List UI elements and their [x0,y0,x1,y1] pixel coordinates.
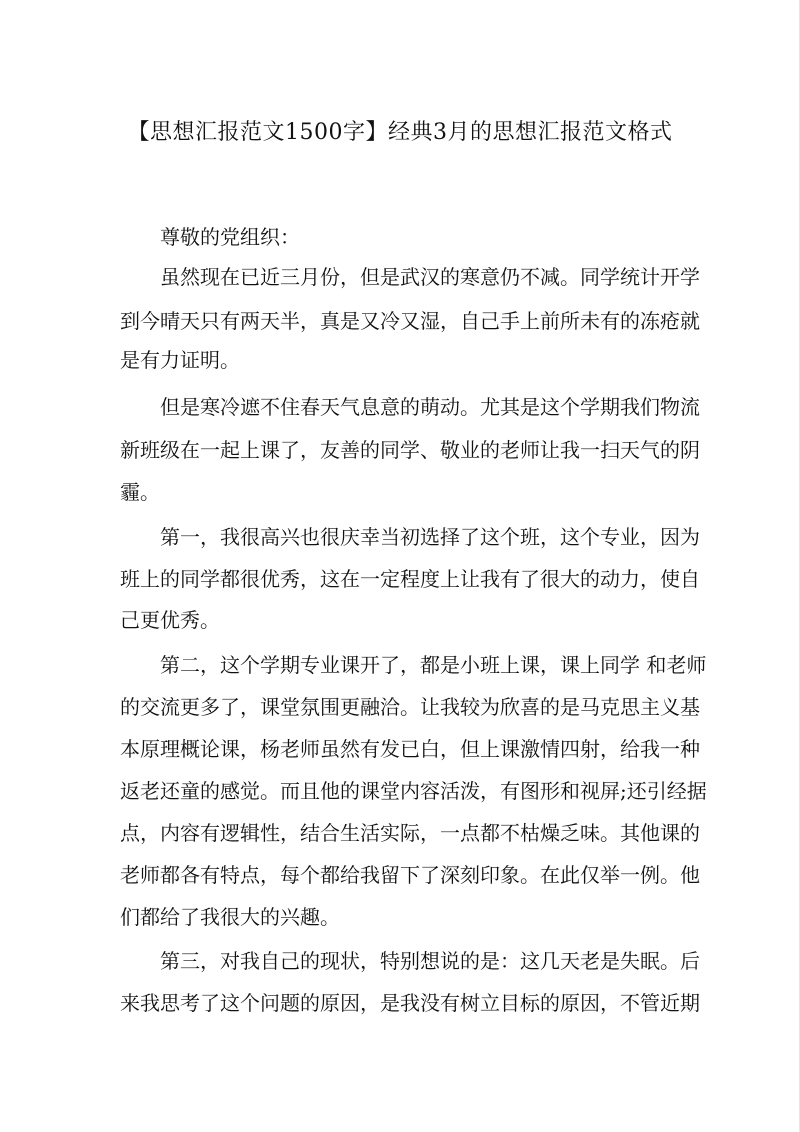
document-title: 【思想汇报范文1500字】经典3月的思想汇报范文格式 [127,120,673,145]
paragraph-4-line-3: 本原理概论课，杨老师虽然有发已白，但上课激情四射，给我一种 [120,737,700,761]
paragraph-3-line-3: 己更优秀。 [120,608,220,632]
paragraph-1-line-1: 虽然现在已近三月份，但是武汉的寒意仍不减。同学统计开学 [160,265,700,289]
paragraph-4-line-7: 们都给了我很大的兴趣。 [120,905,340,929]
salutation: 尊敬的党组织： [160,225,300,249]
paragraph-3-line-2: 班上的同学都很优秀，这在一定程度上让我有了很大的动力，使自 [120,567,700,591]
paragraph-4-line-1: 第二，这个学期专业课开了，都是小班上课，课上同学 和老师 [160,653,707,677]
paragraph-2-line-1: 但是寒冷遮不住春天气息意的萌动。尤其是这个学期我们物流 [160,395,700,419]
paragraph-5-line-1: 第三，对我自己的现状，特别想说的是：这几天老是失眠。后 [160,949,700,973]
paragraph-5-line-2: 来我思考了这个问题的原因，是我没有树立目标的原因，不管近期 [120,991,700,1015]
paragraph-4-line-4: 返老还童的感觉。而且他的课堂内容活泼，有图形和视屏;还引经据 [120,779,707,803]
paragraph-3-line-1: 第一，我很高兴也很庆幸当初选择了这个班，这个专业，因为 [160,525,700,549]
paragraph-2-line-3: 霾。 [120,480,160,504]
paragraph-2-line-2: 新班级在一起上课了，友善的同学、敬业的老师让我一扫天气的阴 [120,438,700,462]
paragraph-4-line-5: 点，内容有逻辑性，结合生活实际，一点都不枯燥乏味。其他课的 [120,821,700,845]
paragraph-1-line-2: 到今晴天只有两天半，真是又冷又湿，自己手上前所未有的冻疮就 [120,309,700,333]
paragraph-1-line-3: 是有力证明。 [120,348,240,372]
paragraph-4-line-2: 的交流更多了，课堂氛围更融洽。让我较为欣喜的是马克思主义基 [120,695,700,719]
paragraph-4-line-6: 老师都各有特点，每个都给我留下了深刻印象。在此仅举一例。他 [120,863,700,887]
